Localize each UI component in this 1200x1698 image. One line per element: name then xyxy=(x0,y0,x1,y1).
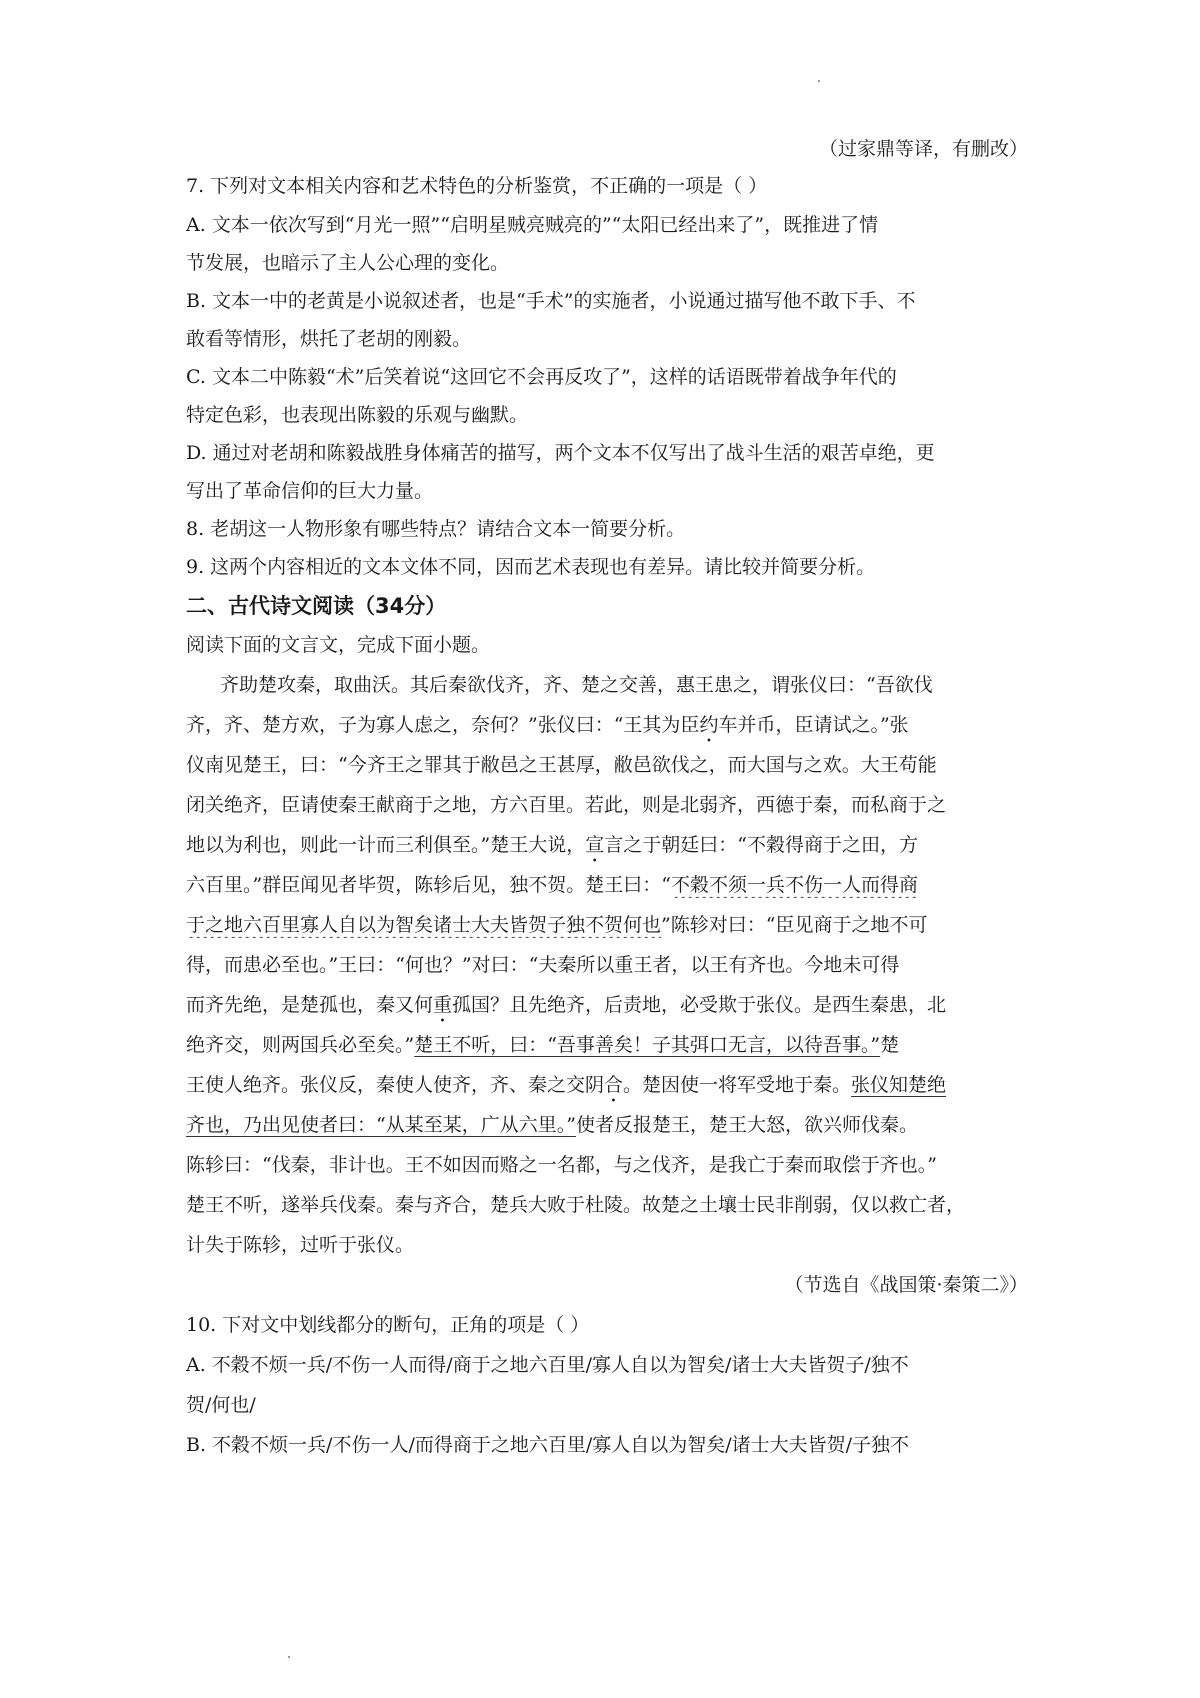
dotted-word-xuan: 宣 xyxy=(585,834,605,856)
question-7-option-c: C. 文本二中陈毅“术”后笑着说“这回它不会再反攻了”，这样的话语既带着战争年代的 xyxy=(186,366,897,388)
passage-line-14: 楚王不听，遂举兵伐秦。秦与齐合，楚兵大败于杜陵。故楚之土壤士民非削弱，仅以救亡者， xyxy=(186,1194,966,1216)
passage-line-11: 王使人绝齐。张仪反，秦使人使齐，齐、秦之交阴合。楚因使一将军受地于秦。张仪知楚绝 xyxy=(186,1074,947,1096)
dotted-word-he: 合 xyxy=(604,1074,624,1096)
section-2-instruction: 阅读下面的文言文，完成下面小题。 xyxy=(186,634,491,656)
wavy-underlined-text: 不穀不须一兵不伤一人而得商 xyxy=(670,874,918,896)
section-2-heading: 二、古代诗文阅读（34分） xyxy=(186,594,447,618)
scan-speck xyxy=(818,80,820,82)
question-7-stem: 7. 下列对文本相关内容和艺术特色的分析鉴赏，不正确的一项是（ ） xyxy=(186,175,768,197)
passage-line-10: 绝齐交，则两国兵必至矣。”楚王不听，曰：“吾事善矣！子其弭口无言，以待吾事。”楚 xyxy=(186,1034,900,1056)
question-10-option-b: B. 不穀不烦一兵/不伤一人/而得商于之地六百里/寡人自以为智矣/诸士大夫皆贺/子独不 xyxy=(186,1434,910,1456)
underlined-sentence: 楚王不听，曰：“吾事善矣！子其弭口无言，以待吾事。” xyxy=(414,1034,881,1056)
passage-line-4: 闭关绝齐，臣请使秦王献商于之地，方六百里。若此，则是北弱齐，西德于秦，而私商于之 xyxy=(186,794,947,816)
passage-line-5: 地以为利也，则此一计而三利俱至。”楚王大说，宣言之于朝廷曰：“不穀得商于之田，方 xyxy=(186,834,918,856)
question-7-option-c-cont: 特定色彩，也表现出陈毅的乐观与幽默。 xyxy=(186,404,529,426)
question-7-option-a: A. 文本一依次写到“月光一照”“启明星贼亮贼亮的”“太阳已经出来了”，既推进了情 xyxy=(186,214,879,236)
passage-line-1: 齐助楚攻秦，取曲沃。其后秦欲伐齐，齐、楚之交善，惠王患之，谓张仪曰：“吾欲伐 xyxy=(220,674,933,696)
passage-line-8: 得，而患必至也。”王曰：“何也？”对曰：“夫秦所以重王者，以王有齐也。今地未可得 xyxy=(186,954,900,976)
wavy-underlined-text: 于之地六百里寡人自以为智矣诸士大夫皆贺子独不贺何也 xyxy=(186,914,662,936)
question-9: 9. 这两个内容相近的文本文体不同，因而艺术表现也有差异。请比较并简要分析。 xyxy=(186,556,876,578)
question-8: 8. 老胡这一人物形象有哪些特点？请结合文本一简要分析。 xyxy=(186,518,686,540)
question-7-option-a-cont: 节发展，也暗示了主人公心理的变化。 xyxy=(186,252,510,274)
passage-line-15: 计失于陈轸，过听于张仪。 xyxy=(186,1234,415,1256)
question-7-option-d: D. 通过对老胡和陈毅战胜身体痛苦的描写，两个文本不仅写出了战斗生活的艰苦卓绝，更 xyxy=(186,442,935,464)
dotted-word-zhong: 重 xyxy=(433,994,453,1016)
underlined-sentence: 张仪知楚绝 xyxy=(851,1074,947,1096)
dotted-word-yue: 约 xyxy=(699,714,719,736)
question-7-option-b: B. 文本一中的老黄是小说叙述者，也是“手术”的实施者，小说通过描写他不敢下手、不 xyxy=(186,290,916,312)
source-note: （过家鼎等译，有删改） xyxy=(818,138,1028,160)
question-10-option-a: A. 不穀不烦一兵/不伤一人而得/商于之地六百里/寡人自以为智矣/诸士大夫皆贺子/独不 xyxy=(186,1354,909,1376)
passage-line-7: 于之地六百里寡人自以为智矣诸士大夫皆贺子独不贺何也”陈轸对曰：“臣见商于之地不可 xyxy=(186,914,928,936)
question-10-stem: 10. 下对文中划线都分的断句，正角的项是（ ） xyxy=(186,1314,590,1336)
passage-line-12: 齐也，乃出见使者曰：“从某至某，广从六里。”使者反报楚王，楚王大怒，欲兴师伐秦。 xyxy=(186,1114,918,1136)
question-7-option-b-cont: 敢看等情形，烘托了老胡的刚毅。 xyxy=(186,328,472,350)
question-10-option-a-cont: 贺/何也/ xyxy=(186,1394,256,1416)
passage-source: （节选自《战国策·秦策二》） xyxy=(784,1274,1028,1296)
passage-line-2: 齐，齐、楚方欢，子为寡人虑之，奈何？”张仪曰：“王其为臣约车并币，臣请试之。”张 xyxy=(186,714,909,736)
question-7-option-d-cont: 写出了革命信仰的巨大力量。 xyxy=(186,480,434,502)
scan-speck xyxy=(288,1656,290,1658)
passage-line-3: 仪南见楚王，曰：“今齐王之罪其于敝邑之王甚厚，敝邑欲伐之，而大国与之欢。大王苟能 xyxy=(186,754,937,776)
underlined-sentence: 齐也，乃出见使者曰：“从某至某，广从六里。” xyxy=(186,1114,576,1136)
passage-line-13: 陈轸曰：“伐秦，非计也。王不如因而赂之一名都，与之伐齐，是我亡于秦而取偿于齐也。” xyxy=(186,1154,937,1176)
passage-line-9: 而齐先绝，是楚孤也，秦又何重孤国？且先绝齐，后责地，必受欺于张仪。是西生秦患，北 xyxy=(186,994,947,1016)
passage-line-6: 六百里。”群臣闻见者毕贺，陈轸后见，独不贺。楚王曰：“不穀不须一兵不伤一人而得商 xyxy=(186,874,918,896)
